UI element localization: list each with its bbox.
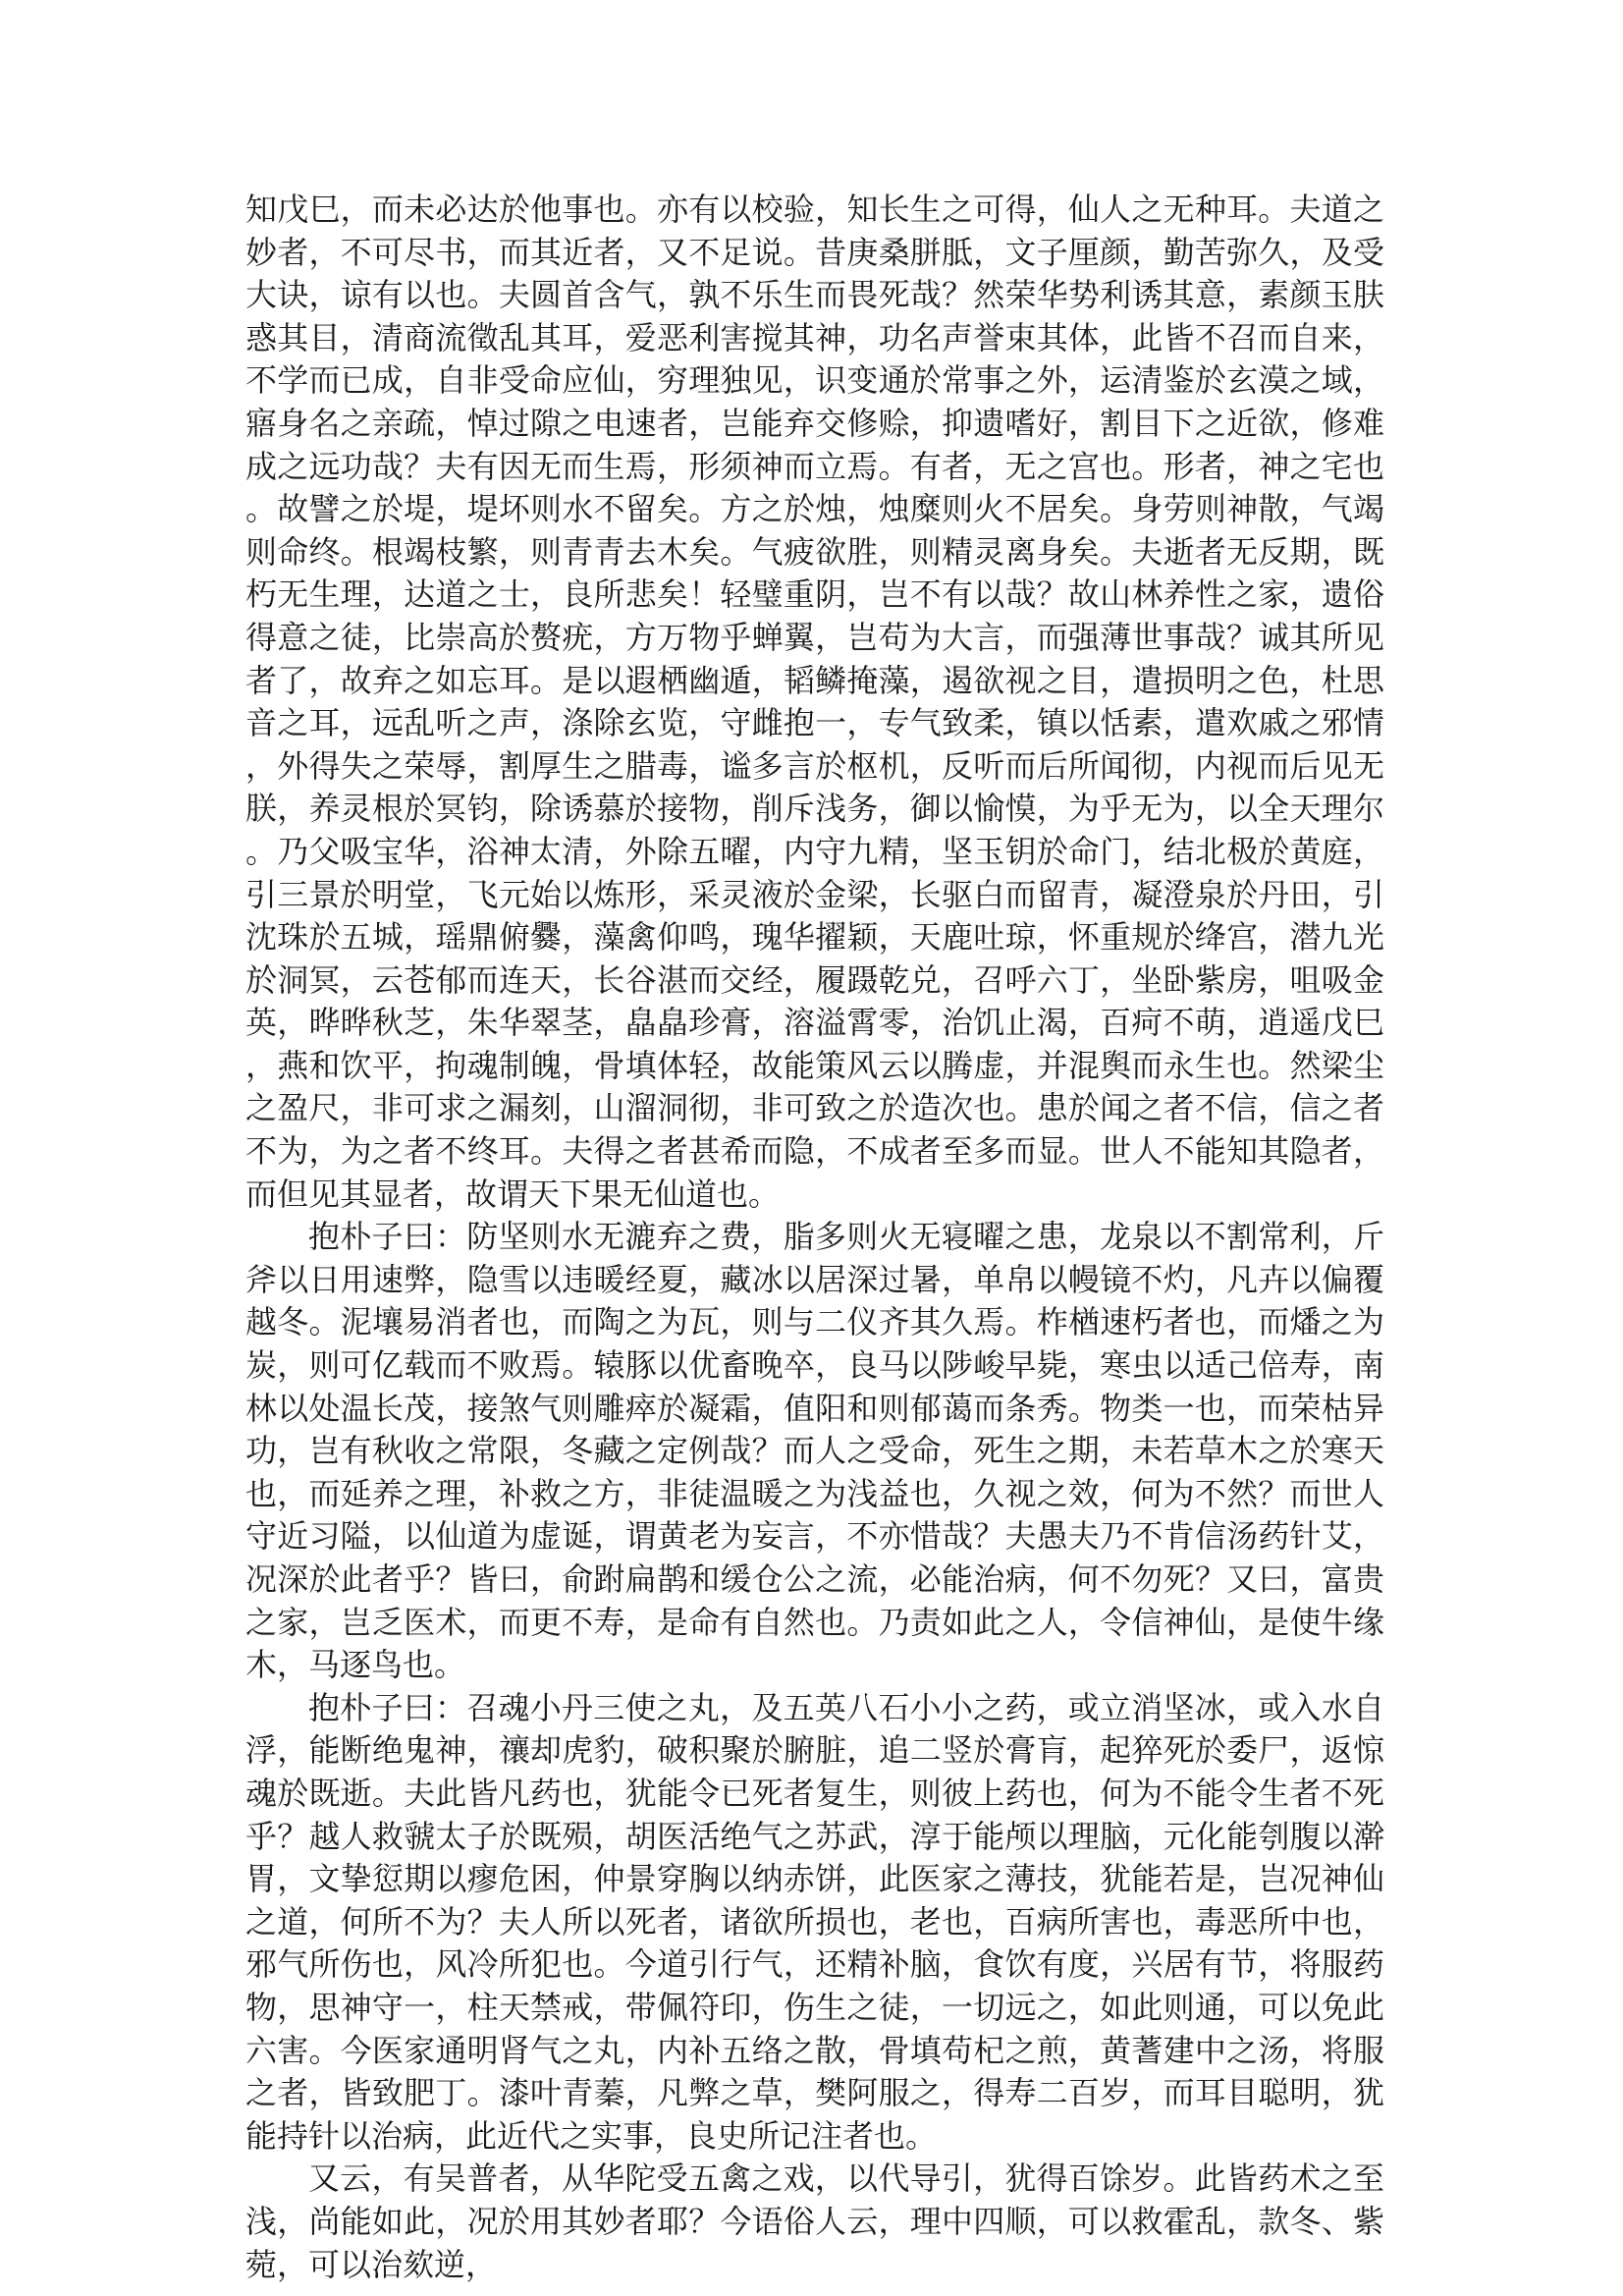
paragraph-4: 又云，有吴普者，从华陀受五禽之戏，以代导引，犹得百馀岁。此皆药术之至浅，尚能如此，况於用其妙者耶？今语俗人云，理中四顺，可以救霍乱，款冬、紫菀，可以治欬逆， [245,2159,1384,2283]
paragraph-1: 知戊巳，而未必达於他事也。亦有以校验，知长生之可得，仙人之无种耳。夫道之妙者，不可尽书，而其近者，又不足说。昔庚桑胼胝，文子厘颜，勤苦弥久，及受大诀，谅有以也。夫圆首含气，孰不乐生而畏死哉？然荣华势利诱其意，素颜玉肤惑其目，清商流徵乱其耳，爱恶利害搅其神，功名声誉束其体，此皆不召而自来，不学而已成，自非受命应仙，穷理独见，识变通於常事之外，运清鉴於玄漠之域，寤身名之亲疏，悼过隙之电速者，岂能弃交修赊，抑遗嗜好，割目下之近欲，修难成之远功哉？夫有因无而生焉，形须神而立焉。有者，无之宫也。形者，神之宅也。故譬之於堤，堤坏则水不留矣。方之於烛，烛糜则火不居矣。身劳则神散，气竭则命终。根竭枝繁，则青青去木矣。气疲欲胜，则精灵离身矣。夫逝者无反期，既朽无生理，达道之士，良所悲矣！轻璧重阴，岂不有以哉？故山林养性之家，遗俗得意之徒，比崇高於赘疣，方万物乎蝉翼，岂苟为大言，而强薄世事哉？诚其所见者了，故弃之如忘耳。是以遐栖幽遁，韬鳞掩藻，遏欲视之目，遣损明之色，杜思音之耳，远乱听之声，涤除玄览，守雌抱一，专气致柔，镇以恬素，遣欢戚之邪情，外得失之荣辱，割厚生之腊毒，谧多言於枢机，反听而后所闻彻，内视而后见无朕，养灵根於冥钧，除诱慕於接物，削斥浅务，御以愉慔，为乎无为，以全天理尔。乃父吸宝华，浴神太清，外除五曜，内守九精，坚玉钥於命门，结北极於黄庭，引三景於明堂，飞元始以炼形，采灵液於金梁，长驱白而留青，凝澄泉於丹田，引沈珠於五城，瑶鼎俯爨，藻禽仰鸣，瑰华擢颖，天鹿吐琼，怀重规於绛宫，潜九光於洞冥，云苍郁而连天，长谷湛而交经，履蹑乾兑，召呼六丁，坐卧紫房，咀吸金英，晔晔秋芝，朱华翠茎，皛皛珍膏，溶溢霄零，治饥止渴，百疴不萌，逍遥戊巳，燕和饮平，拘魂制魄，骨填体轻，故能策风云以腾虚，并混舆而永生也。然梁尘之盈尺，非可求之漏刻，山溜洞彻，非可致之於造次也。患於闻之者不信，信之者不为，为之者不终耳。夫得之者甚希而隐，不成者至多而显。世人不能知其隐者，而但见其显者，故谓天下果无仙道也。 [245,191,1384,1213]
paragraph-2: 抱朴子曰：防坚则水无漉弃之费，脂多则火无寝曜之患，龙泉以不割常利，斤斧以日用速弊，隐雪以违暖经夏，藏冰以居深过暑，单帛以幔镜不灼，凡卉以偏覆越冬。泥壤易消者也，而陶之为瓦，则与二仪齐其久焉。柞楢速朽者也，而燔之为炭，则可亿载而不败焉。辕豚以优畜晚卒，良马以陟峻早毙，寒虫以适己倍寿，南林以处温长茂，接煞气则雕瘁於凝霜，值阳和则郁蔼而条秀。物类一也，而荣枯异功，岂有秋收之常限，冬藏之定例哉？而人之受命，死生之期，未若草木之於寒天也，而延养之理，补救之方，非徒温暖之为浅益也，久视之效，何为不然？而世人守近习隘，以仙道为虚诞，谓黄老为妄言，不亦惜哉？夫愚夫乃不肯信汤药针艾，况深於此者乎？皆曰，俞跗扁鹊和缓仓公之流，必能治病，何不勿死？又曰，富贵之家，岂乏医术，而更不寿，是命有自然也。乃责如此之人，令信神仙，是使牛缘木，马逐鸟也。 [245,1218,1384,1684]
page-body [245,189,1384,2286]
paragraph-3: 抱朴子曰：召魂小丹三使之丸，及五英八石小小之药，或立消坚冰，或入水自浮，能断绝鬼神，禳却虎豹，破积聚於腑脏，追二竖於膏肓，起猝死於委尸，返惊魂於既逝。夫此皆凡药也，犹能令已死者复生，则彼上药也，何为不能令生者不死乎？越人救虢太子於既殒，胡医活绝气之苏武，淳于能颅以理脑，元化能刳腹以澣胃，文挚愆期以瘳危困，仲景穿胸以纳赤饼，此医家之薄技，犹能若是，岂况神仙之道，何所不为？夫人所以死者，诸欲所损也，老也，百病所害也，毒恶所中也，邪气所伤也，风冷所犯也。今道引行气，还精补脑，食饮有度，兴居有节，将服药物，思神守一，柱天禁戒，带佩符印，伤生之徒，一切远之，如此则通，可以免此六害。今医家通明肾气之丸，内补五络之散，骨填苟杞之煎，黄蓍建中之汤，将服之者，皆致肥丁。漆叶青蓁，凡弊之草，樊阿服之，得寿二百岁，而耳目聪明，犹能持针以治病，此近代之实事，良史所记注者也。 [245,1688,1384,2155]
